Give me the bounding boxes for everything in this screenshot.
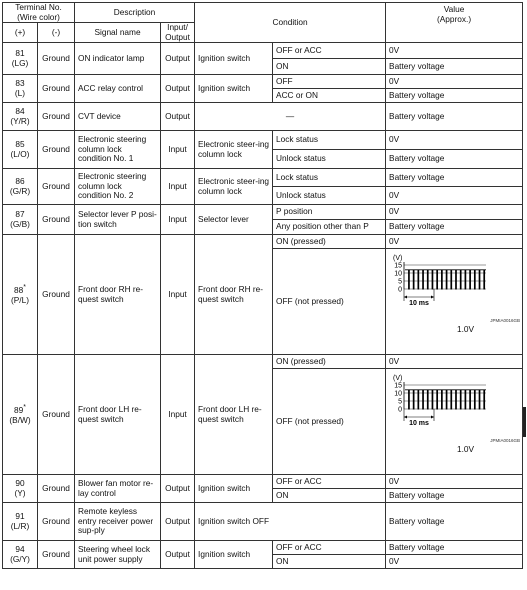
table-row [3,131,523,150]
terminal-cell: 94 (G/Y) [3,541,38,569]
description-header: Description [75,3,195,23]
io-cell: Input [161,355,195,475]
minus-header: (-) [38,23,75,43]
waveform-tick-label: 5 [398,398,403,406]
waveform-cell [386,369,523,475]
table-row [3,475,523,489]
figure-id: JPMIA0016GB [490,318,521,324]
value-cell: Battery voltage [386,503,523,541]
condition-cell: Electronic steer-ing column lock [195,131,273,169]
state-cell: Lock status [273,131,386,150]
waveform-chart [390,253,490,313]
io-cell: Input [161,169,195,205]
table-row [3,205,523,220]
condition-cell: Ignition switch [195,75,273,103]
value-header: Value (Approx.) [386,3,523,43]
terminal-no-header: Terminal No. (Wire color) [3,3,75,23]
io-cell: Output [161,103,195,131]
condition-cell: Electronic steer-ing column lock [195,169,273,205]
value-cell: 1.0V [456,324,475,335]
page-edge-marker [523,407,526,437]
state-cell: ON (pressed) [273,235,386,249]
minus-cell: Ground [38,205,75,235]
waveform-unit: (V) [393,375,403,383]
value-cell: Battery voltage [386,89,523,103]
value-cell: Battery voltage [386,59,523,75]
signal-cell: Front door RH re-quest switch [75,235,161,355]
value-cell: 0V [386,205,523,220]
condition-header: Condition [195,3,386,43]
state-cell: OFF or ACC [273,475,386,489]
io-cell: Output [161,541,195,569]
minus-cell: Ground [38,75,75,103]
value-cell: 0V [386,187,523,205]
condition-cell: Ignition switch [195,475,273,503]
signal-name-header: Signal name [75,23,161,43]
value-cell: 1.0V [456,444,475,455]
value-cell: Battery voltage [386,150,523,169]
condition-cell: Front door RH re-quest switch [195,235,273,355]
input-output-header: Input/ Output [161,23,195,43]
signal-cell: Electronic steering column lock condition No. 2 [75,169,161,205]
io-cell: Output [161,75,195,103]
minus-cell: Ground [38,235,75,355]
value-cell: Battery voltage [386,489,523,503]
table-row [3,541,523,555]
waveform-tick-label: 0 [398,406,403,414]
state-cell: ACC or ON [273,89,386,103]
value-cell: 0V [386,131,523,150]
table-row [3,355,523,369]
figure-id: JPMIA0016GB [490,438,521,444]
terminal-cell: 89* (B/W) [3,355,38,475]
minus-cell: Ground [38,131,75,169]
waveform-tick-label: 5 [398,278,403,286]
table-row [3,503,523,541]
value-cell: 0V [386,75,523,89]
minus-cell: Ground [38,169,75,205]
terminal-cell: 88* (P/L) [3,235,38,355]
waveform-tick-label: 0 [398,286,403,294]
waveform-cell [386,249,523,355]
value-cell: 0V [386,555,523,569]
signal-cell: CVT device [75,103,161,131]
minus-cell: Ground [38,103,75,131]
terminal-cell: 85 (L/O) [3,131,38,169]
condition-cell: Front door LH re-quest switch [195,355,273,475]
state-cell: ON [273,489,386,503]
signal-cell: ACC relay control [75,75,161,103]
io-cell: Input [161,235,195,355]
minus-cell: Ground [38,541,75,569]
io-cell: Output [161,43,195,75]
state-cell: Unlock status [273,187,386,205]
terminal-table [2,2,523,569]
terminal-cell: 87 (G/B) [3,205,38,235]
value-cell: 0V [386,355,523,369]
signal-cell: Front door LH re-quest switch [75,355,161,475]
minus-cell: Ground [38,503,75,541]
waveform-trace [405,270,486,289]
state-cell: ON [273,59,386,75]
value-cell: 0V [386,235,523,249]
value-cell: 0V [386,43,523,59]
table-row [3,103,523,131]
state-cell: OFF or ACC [273,541,386,555]
io-cell: Output [161,503,195,541]
state-cell: ON [273,555,386,569]
table-row [3,169,523,187]
signal-cell: Selector lever P posi-tion switch [75,205,161,235]
state-cell: OFF (not pressed) [273,369,386,475]
value-cell: Battery voltage [386,169,523,187]
waveform-tick-label: 15 [394,262,403,270]
table-row [3,235,523,249]
state-cell: Any position other than P [273,220,386,235]
state-cell: OFF or ACC [273,43,386,59]
table-row [3,43,523,59]
io-cell: Output [161,475,195,503]
waveform-tick-label: 10 [394,390,403,398]
state-cell: OFF (not pressed) [273,249,386,355]
terminal-cell: 90 (Y) [3,475,38,503]
minus-cell: Ground [38,43,75,75]
condition-cell: Selector lever [195,205,273,235]
waveform-unit: (V) [393,255,403,263]
signal-cell: Steering wheel lock unit power supply [75,541,161,569]
waveform-trace [405,390,486,409]
condition-cell: Ignition switch OFF [195,503,386,541]
terminal-cell: 91 (L/R) [3,503,38,541]
signal-cell: Remote keyless entry receiver power sup-ply [75,503,161,541]
terminal-cell: 84 (Y/R) [3,103,38,131]
io-cell: Input [161,205,195,235]
condition-cell: — [195,103,386,131]
time-span-label: 10 ms [409,420,429,428]
value-cell: 0V [386,475,523,489]
state-cell: ON (pressed) [273,355,386,369]
condition-cell: Ignition switch [195,541,273,569]
table-row [3,75,523,89]
plus-header: (+) [3,23,38,43]
value-cell: Battery voltage [386,103,523,131]
terminal-cell: 86 (G/R) [3,169,38,205]
time-span-label: 10 ms [409,300,429,308]
state-cell: OFF [273,75,386,89]
terminal-cell: 83 (L) [3,75,38,103]
signal-cell: ON indicator lamp [75,43,161,75]
signal-cell: Electronic steering column lock condition No. 1 [75,131,161,169]
state-cell: Lock status [273,169,386,187]
state-cell: P position [273,205,386,220]
minus-cell: Ground [38,355,75,475]
signal-cell: Blower fan motor re-lay control [75,475,161,503]
waveform-tick-label: 10 [394,270,403,278]
waveform-chart [390,373,490,433]
value-cell: Battery voltage [386,541,523,555]
condition-cell: Ignition switch [195,43,273,75]
value-cell: Battery voltage [386,220,523,235]
io-cell: Input [161,131,195,169]
minus-cell: Ground [38,475,75,503]
waveform-tick-label: 15 [394,382,403,390]
state-cell: Unlock status [273,150,386,169]
terminal-cell: 81 (LG) [3,43,38,75]
